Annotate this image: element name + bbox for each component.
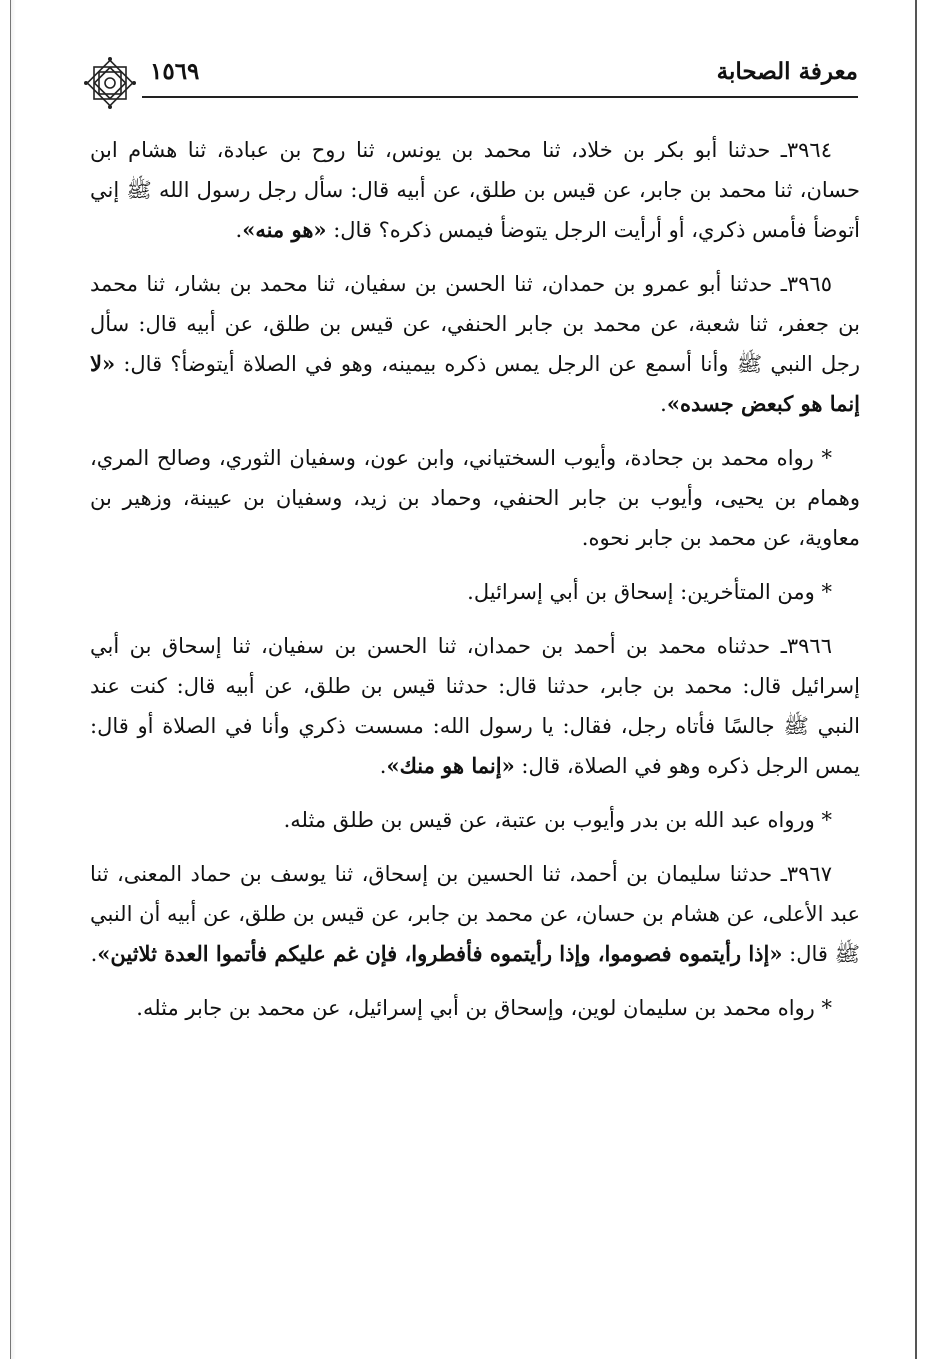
paragraph-tail: . bbox=[235, 218, 243, 242]
paragraph-tail: . bbox=[379, 754, 387, 778]
hadith-number: ٣٩٦٧ bbox=[786, 862, 832, 886]
paragraph-text: ـ حدثنا أبو عمرو بن حمدان، ثنا الحسن بن سفيان، ثنا محمد بن بشار، ثنا محمد بن جعفر، ثنا شعبة، عن محمد بن جابر الحنفي، عن قيس بن طلق، عن أبيه قال: سأل رجل النبي ﷺ وأنا أسمع عن الرجل يمس ذكره بيمينه، وهو في الصلاة أيتوضأ؟ قال: bbox=[90, 272, 860, 376]
hadith-number: ٣٩٦٤ bbox=[786, 138, 832, 162]
paragraph-bold-text: «لا إنما هو كبعض جسده» bbox=[90, 351, 860, 416]
paragraph-text: ـ حدثنا أبو بكر بن خلاد، ثنا محمد بن يونس، ثنا روح بن عبادة، ثنا هشام ابن حسان، ثنا محمد بن جابر، عن قيس بن طلق، عن أبيه قال: سأل رجل رسول الله ﷺ إني أتوضأ فأمس ذكري، أو أرأيت الرجل يتوضأ فيمس ذكره؟ قال: bbox=[90, 138, 860, 242]
hadith-paragraph bbox=[90, 626, 860, 786]
page-edge-left bbox=[0, 0, 16, 1359]
star-ornament-icon bbox=[80, 54, 140, 112]
hadith-number: ٣٩٦٥ bbox=[786, 272, 832, 296]
page-body bbox=[90, 130, 860, 1042]
page-edge-right bbox=[915, 0, 917, 1359]
hadith-number: ٣٩٦٦ bbox=[786, 634, 832, 658]
paragraph-text: * رواه محمد بن سليمان لوين، وإسحاق بن أبي إسرائيل، عن محمد بن جابر مثله. bbox=[136, 996, 832, 1020]
hadith-paragraph bbox=[90, 264, 860, 424]
paragraph-text: ـ حدثنا سليمان بن أحمد، ثنا الحسين بن إسحاق، ثنا يوسف بن حماد المعنى، ثنا عبد الأعلى، عن هشام بن حسان، عن محمد بن جابر، عن قيس بن طلق، عن أبيه أن النبي ﷺ قال: bbox=[90, 862, 860, 966]
paragraph-bold-text: «إنما هو منك» bbox=[386, 753, 515, 778]
note-paragraph bbox=[90, 800, 860, 840]
paragraph-text: * رواه محمد بن جحادة، وأيوب السختياني، وابن عون، وسفيان الثوري، وصالح المري، وهمام بن يحيى، وأيوب بن جابر الحنفي، وحماد بن زيد، وسفيان بن عيينة، وزهير بن معاوية، عن محمد بن جابر نحوه. bbox=[90, 446, 860, 550]
paragraph-tail: . bbox=[90, 942, 98, 966]
paragraph-bold-text: «إذا رأيتموه فصوموا، وإذا رأيتموه فأفطروا، فإن غم عليكم فأتموا العدة ثلاثين» bbox=[97, 941, 783, 966]
paragraph-text: ـ حدثناه محمد بن أحمد بن حمدان، ثنا الحسن بن سفيان، ثنا إسحاق بن أبي إسرائيل قال: محمد بن جابر، حدثنا قال: حدثنا قيس بن طلق، عن أبيه قال: كنت عند النبي ﷺ جالسًا فأتاه رجل، فقال: يا رسول الله: مسست ذكري وأنا في الصلاة أو قال: يمس الرجل ذكره وهو في الصلاة، قال: bbox=[90, 634, 860, 778]
hadith-paragraph bbox=[90, 854, 860, 974]
note-paragraph bbox=[90, 438, 860, 558]
paragraph-bold-text: «هو منه» bbox=[242, 217, 327, 242]
note-paragraph bbox=[90, 572, 860, 612]
paragraph-text: * ورواه عبد الله بن بدر وأيوب بن عتبة، عن قيس بن طلق مثله. bbox=[283, 808, 832, 832]
paragraph-text: * ومن المتأخرين: إسحاق بن أبي إسرائيل. bbox=[467, 580, 832, 604]
page-header bbox=[80, 52, 858, 102]
header-rule bbox=[142, 96, 858, 98]
hadith-paragraph bbox=[90, 130, 860, 250]
note-paragraph bbox=[90, 988, 860, 1028]
running-title: معرفة الصحابة bbox=[716, 58, 858, 85]
page-number: ١٥٦٩ bbox=[150, 58, 200, 85]
paragraph-tail: . bbox=[660, 392, 667, 416]
